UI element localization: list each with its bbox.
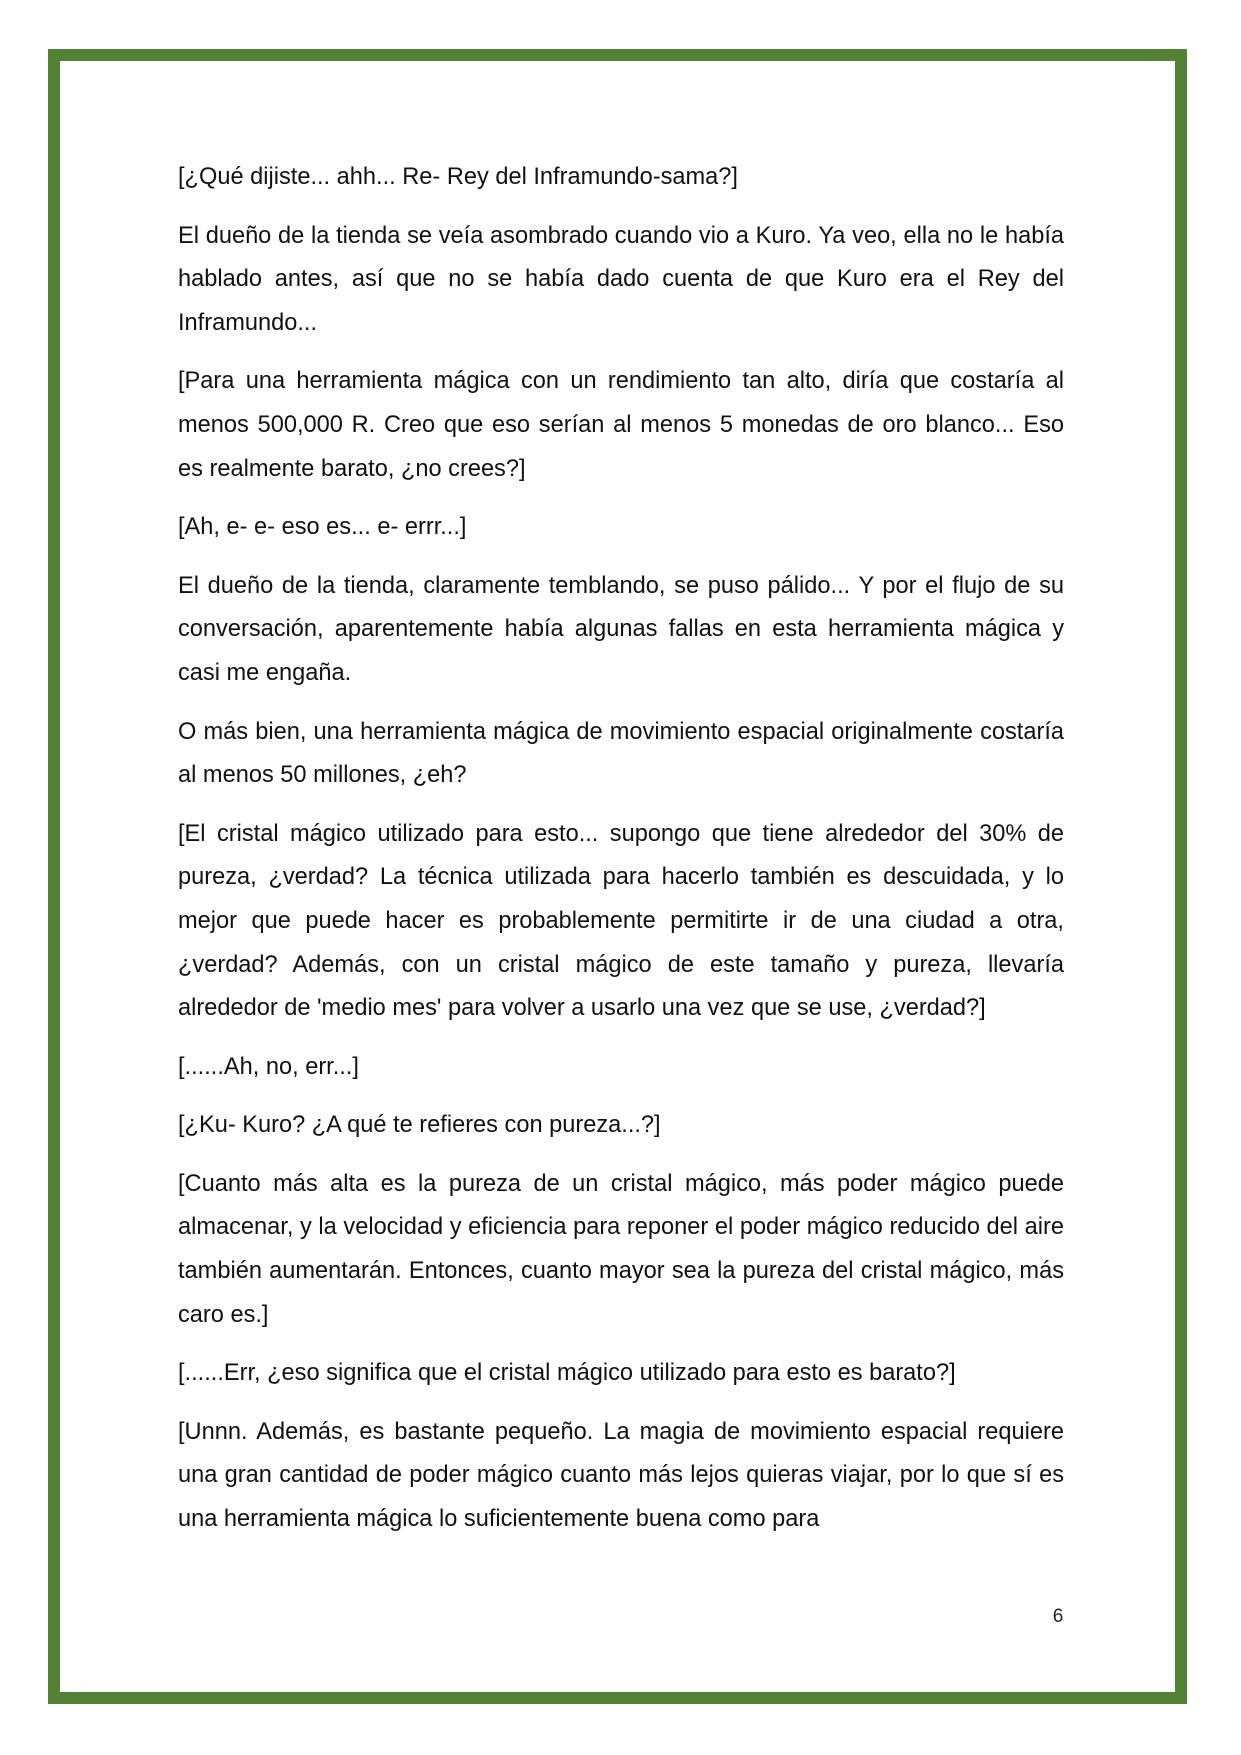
page-number: 6 [1052,1606,1064,1627]
paragraph: [¿Ku- Kuro? ¿A qué te refieres con pureza...?] [178,1112,661,1139]
document-body [178,156,1064,1557]
paragraph: O más bien, una herramienta mágica de movimiento espacial originalmente costaría al menos 50 millones, ¿eh? [178,718,1064,789]
paragraph: [......Err, ¿eso significa que el cristal mágico utilizado para esto es barato?] [178,1360,956,1387]
paragraph: [El cristal mágico utilizado para esto... supongo que tiene alrededor del 30% de pureza, ¿verdad? La técnica utilizada para hacerlo también es descuidada, y lo mejor que puede hacer es probablemente permitirte ir de una ciudad a otra, ¿verdad? Además, con un cristal mágico de este tamaño y pureza, llevaría alrededor de 'medio mes' para volver a usarlo una vez que se use, ¿verdad?] [178,820,1064,1022]
paragraph: [¿Qué dijiste... ahh... Re- Rey del Inframundo-sama?] [178,164,738,190]
paragraph: [Ah, e- e- eso es... e- errr...] [178,514,467,541]
paragraph: [......Ah, no, err...] [178,1053,359,1080]
paragraph: El dueño de la tienda se veía asombrado cuando vio a Kuro. Ya veo, ella no le había hablado antes, así que no se había dado cuenta de que Kuro era el Rey del Inframundo... [178,222,1064,336]
paragraph: El dueño de la tienda, claramente temblando, se puso pálido... Y por el flujo de su conversación, aparentemente había algunas fallas en esta herramienta mágica y casi me engaña. [178,572,1064,686]
paragraph: [Para una herramienta mágica con un rendimiento tan alto, diría que costaría al menos 500,000 R. Creo que eso serían al menos 5 monedas de oro blanco... Eso es realmente barato, ¿no crees?] [178,368,1064,482]
paragraph: [Cuanto más alta es la pureza de un cristal mágico, más poder mágico puede almacenar, y la velocidad y eficiencia para reponer el poder mágico reducido del aire también aumentarán. Entonces, cuanto mayor sea la pureza del cristal mágico, más caro es.] [178,1170,1064,1328]
paragraph: [Unnn. Además, es bastante pequeño. La magia de movimiento espacial requiere una gran cantidad de poder mágico cuanto más lejos quieras viajar, por lo que sí es una herramienta mágica lo suficientemente buena como para [178,1418,1064,1533]
